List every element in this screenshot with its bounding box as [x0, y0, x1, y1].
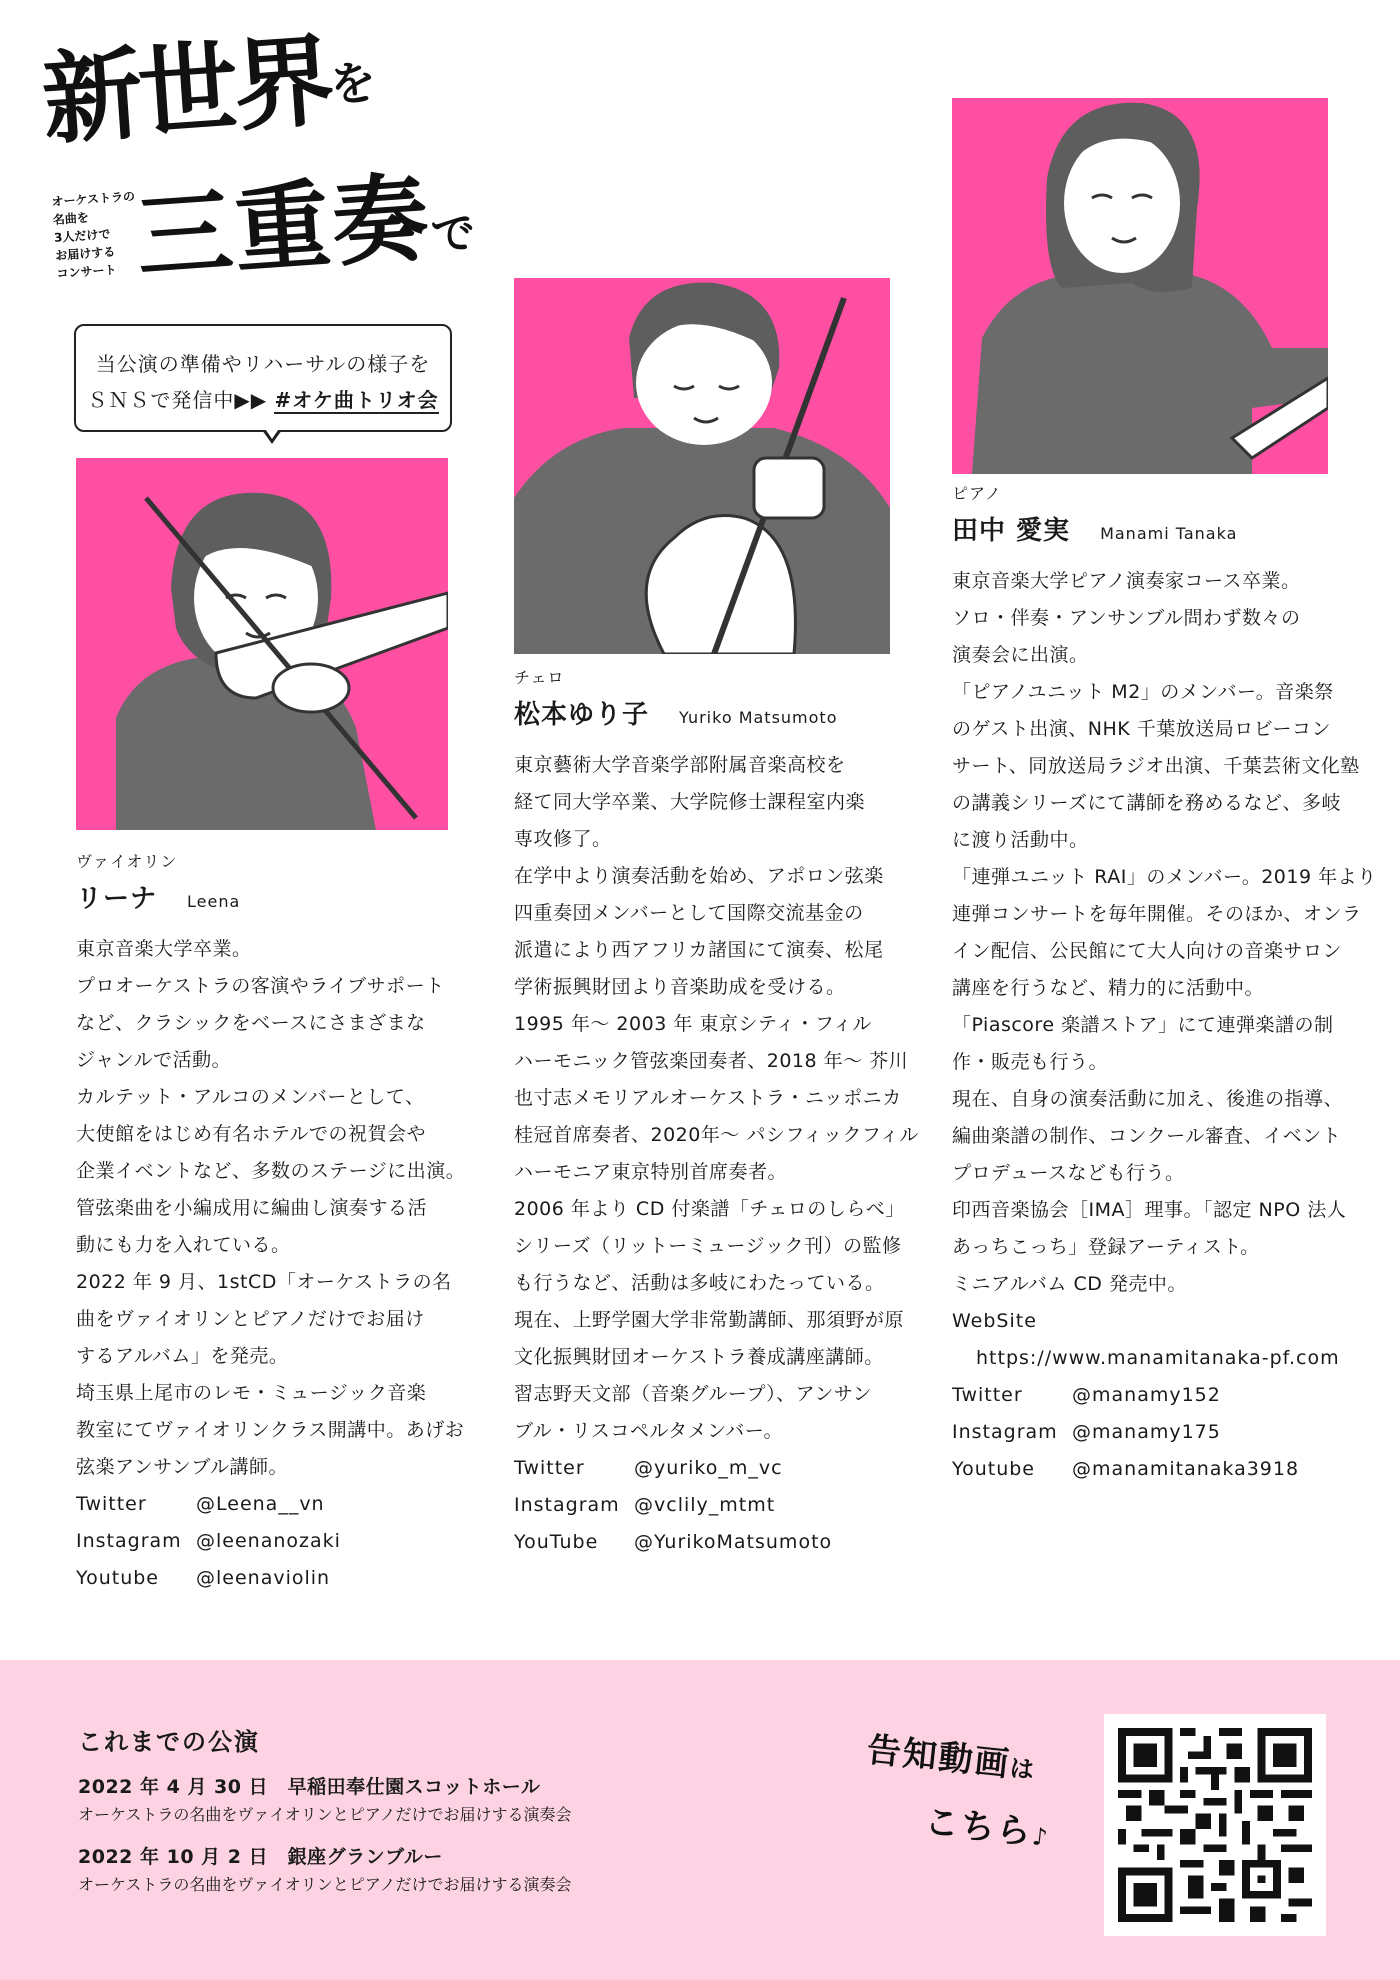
profile-bio: 東京音楽大学ピアノ演奏家コース卒業。 ソロ・伴奏・アンサンブル問わず数々の 演奏会に出演。 「ピアノユニット M2」のメンバー。音楽祭 のゲスト出演、NHK 千葉放送局ロビーコン サート、同放送局ラジオ出演、千葉芸術文化塾 の講義シリーズにて講師を務めるなど、多岐 に渡り活動中。 「連弾ユニット RAI」のメンバー。2019 年より 連弾コンサートを毎年開催。そのほか、オンラ イン配信、公民館にて大人向けの音楽サロン 講座を行うなど、精力的に活動中。 「Piascore 楽譜ストア」にて連弾楽譜の制 作・販売も行う。 現在、自身の演奏活動に加え、後進の指導、 編曲楽譜の制作、コンクール審査、イベント プロデュースなども行う。 印西音楽協会［IMA］理事。「認定 NPO 法人 あっちこっち」登録アーティスト。 ミニアルバム CD 発売中。: [952, 570, 1377, 1295]
profile-role: ヴァイオリン: [76, 852, 178, 871]
music-note-icon: ♪: [1030, 1822, 1051, 1852]
qr-code-icon: [1118, 1728, 1312, 1922]
violinist-illustration: [76, 458, 448, 830]
speech-bubble-tail: [262, 430, 282, 444]
promo-video-callout: 告知動画は こちら♪: [864, 1729, 1051, 1854]
profile-name-jp: 松本ゆり子: [514, 700, 650, 730]
social-youtube[interactable]: Youtube @manamitanaka3918: [952, 1458, 1300, 1480]
performance-description: オーケストラの名曲をヴァイオリンとピアノだけでお届けする演奏会: [78, 1875, 572, 1894]
social-youtube[interactable]: YouTube @YurikoMatsumoto: [514, 1531, 833, 1553]
past-performances-band: [0, 1660, 1400, 1980]
social-twitter[interactable]: Twitter @yuriko_m_vc: [514, 1457, 783, 1479]
past-performances-list: [78, 1772, 571, 1912]
social-instagram[interactable]: Instagram @vclily_mtmt: [514, 1494, 776, 1516]
profile-bio: 東京藝術大学音楽学部附属音楽高校を 経て同大学卒業、大学院修士課程室内楽 専攻修了。 在学中より演奏活動を始め、アポロン弦楽 四重奏団メンバーとして国際交流基金の 派遣により西アフリカ諸国にて演奏、松尾 学術振興財団より音楽助成を受ける。 1995 年～ 2003 年 東京シティ・フィル ハーモニック管弦楽団奏者、2018 年～ 芥川 也寸志メモリアルオーケストラ・ニッポニカ 桂冠首席奏者、2020年～ パシフィックフィル ハーモニア東京特別首席奏者。 2006 年より CD 付楽譜「チェロのしらべ」 シリーズ（リットーミュージック刊）の監修 も行うなど、活動は多岐にわたっている。 現在、上野学園大学非常勤講師、那須野が原 文化振興財団オーケストラ養成講座講師。 習志野天文部（音楽グループ）、アンサン ブル・リスコペルタメンバー。: [514, 754, 919, 1442]
qr-code[interactable]: [1104, 1714, 1326, 1936]
social-links: [952, 1377, 1352, 1488]
social-links: [514, 1450, 904, 1561]
profile-name-en: Manami Tanaka: [1100, 524, 1238, 543]
social-instagram[interactable]: Instagram @manamy175: [952, 1421, 1221, 1443]
performance-description: オーケストラの名曲をヴァイオリンとピアノだけでお届けする演奏会: [78, 1805, 572, 1824]
profile-name-en: Yuriko Matsumoto: [679, 708, 838, 727]
performance-date-venue: 2022 年 4 月 30 日 早稲田奉仕園スコットホール: [78, 1776, 541, 1798]
violinist-drawing: [76, 458, 448, 830]
profile-bio: 東京音楽大学卒業。 プロオーケストラの客演やライブサポート など、クラシックをベースにさまざまな ジャンルで活動。 カルテット・アルコのメンバーとして、 大使館をはじめ有名ホテルでの祝賀会や 企業イベントなど、多数のステージに出演。 管弦楽曲を小編成用に編曲し演奏する活 動にも力を入れている。 2022 年 9 月、1stCD「オーケストラの名 曲をヴァイオリンとピアノだけでお届け するアルバム」を発売。 埼玉県上尾市のレモ・ミュージック音楽 教室にてヴァイオリンクラス開講中。あげお 弦楽アンサンブル講師。: [76, 938, 466, 1478]
title-subtitle: オーケストラの 名曲を 3人だけで お届けする コンサート: [51, 189, 136, 281]
profile-name-row: [514, 694, 904, 731]
cellist-illustration: [514, 278, 890, 654]
performance-date-venue: 2022 年 10 月 2 日 銀座グランブルー: [78, 1846, 443, 1868]
social-links: [76, 1486, 456, 1597]
event-title: [38, 21, 480, 300]
profile-name-jp: 田中 愛実: [952, 516, 1071, 546]
profile-violin: [76, 852, 466, 1597]
list-item: [78, 1772, 571, 1828]
past-performances-title: これまでの公演: [78, 1728, 260, 1756]
title-line1: 新世界を: [38, 21, 378, 159]
profile-name-row: [76, 878, 456, 915]
website-block: [952, 1303, 1352, 1377]
profile-name-row: [952, 510, 1352, 547]
website-link[interactable]: https://www.manamitanaka-pf.com: [976, 1347, 1340, 1369]
pianist-illustration: [952, 98, 1328, 474]
social-youtube[interactable]: Youtube @leenaviolin: [76, 1567, 331, 1589]
sns-speech-bubble: 当公演の準備やリハーサルの様子を ＳＮＳで発信中▶▶ #オケ曲トリオ会: [74, 324, 452, 432]
profile-role: チェロ: [514, 668, 565, 687]
profile-name-en: Leena: [187, 892, 241, 911]
profile-cello: [514, 668, 919, 1561]
social-twitter[interactable]: Twitter @manamy152: [952, 1384, 1221, 1406]
pianist-drawing: [952, 98, 1328, 474]
website-label: WebSite: [952, 1310, 1037, 1332]
hashtag[interactable]: #オケ曲トリオ会: [274, 388, 439, 412]
social-instagram[interactable]: Instagram @leenanozaki: [76, 1530, 341, 1552]
cellist-drawing: [514, 278, 890, 654]
profile-name-jp: リーナ: [76, 884, 158, 914]
title-line2: 三重奏で: [132, 160, 477, 294]
social-twitter[interactable]: Twitter @Leena__vn: [76, 1493, 325, 1515]
list-item: [78, 1842, 571, 1898]
profile-role: ピアノ: [952, 484, 1002, 503]
profile-piano: [952, 484, 1377, 1488]
